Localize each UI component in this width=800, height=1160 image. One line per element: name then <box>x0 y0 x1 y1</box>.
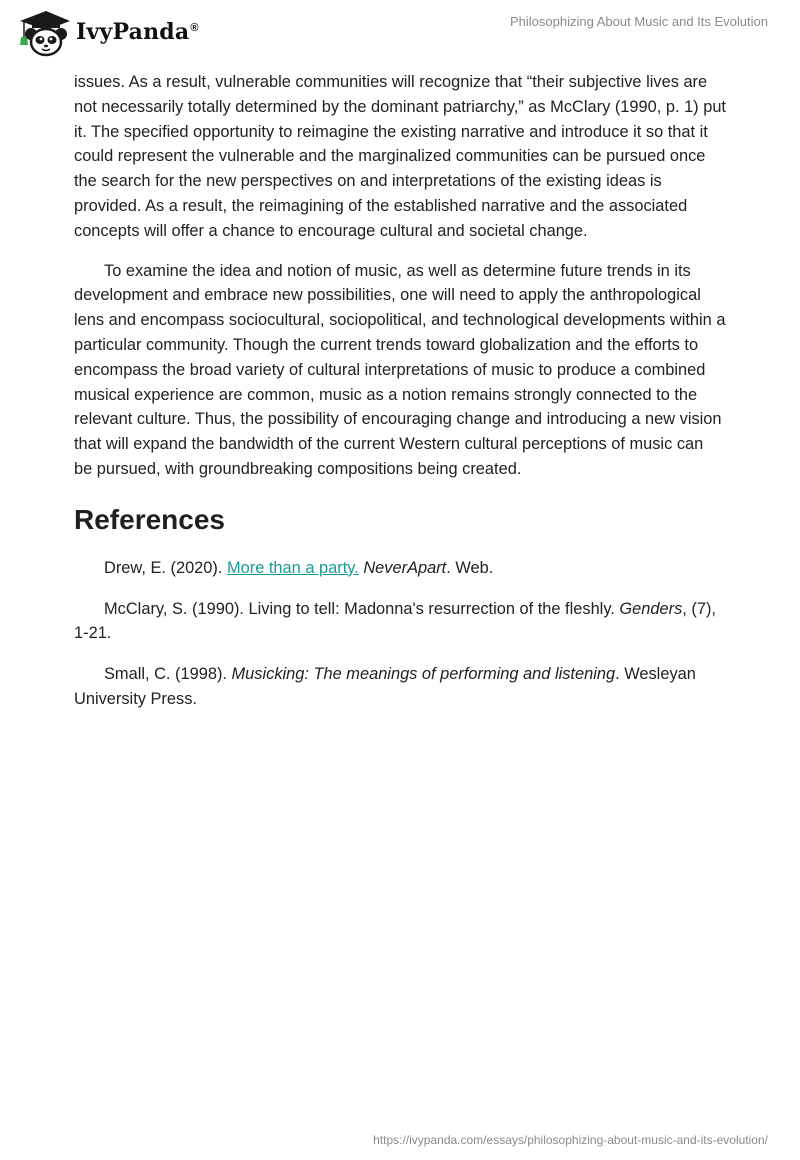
reference-text: . Wesleyan University Press. <box>74 665 696 708</box>
reference-entry <box>74 556 726 581</box>
reference-text: Drew, E. (2020). <box>104 558 227 577</box>
reference-entry <box>74 662 726 712</box>
source-url: https://ivypanda.com/essays/philosophizing-about-music-and-its-evolution/ <box>373 1133 768 1147</box>
reference-text: . Web. <box>446 558 494 577</box>
panda-graduate-icon <box>12 8 72 58</box>
reference-source: NeverApart <box>363 558 447 577</box>
references-heading: References <box>74 503 225 535</box>
reference-entry <box>74 597 726 647</box>
ivypanda-logo[interactable] <box>12 8 199 58</box>
essay-content <box>74 70 726 712</box>
reference-text: Small, C. (1998). <box>104 665 232 684</box>
reference-text: , (7), 1-21. <box>74 599 716 643</box>
reference-text: McClary, S. (1990). Living to tell: Madonna's resurrection of the fleshly. <box>104 599 620 618</box>
reference-link[interactable]: More than a party. <box>226 558 359 577</box>
page-header <box>0 0 800 66</box>
body-paragraph: issues. As a result, vulnerable communities will recognize that “their subjective lives are not necessarily totally determined by the dominant patriarchy,” as McClary (1990, p. 1) put it. The specified opportunity to reimagine the existing narrative and introduce it so that it could represent the vulnerable and the marginalized communities can be pursued once the search for the new perspectives on and interpretations of the existing ideas is provided. As a result, the reimagining of the established narrative and the associated concepts will offer a chance to encourage cultural and societal change. <box>74 73 726 240</box>
reference-source: Musicking: The meanings of performing and listening <box>231 665 616 684</box>
brand-name: IvyPanda® <box>76 19 199 45</box>
document-title: Philosophizing About Music and Its Evolution <box>510 14 768 29</box>
reference-source: Genders <box>619 599 683 618</box>
registered-mark: ® <box>190 21 199 34</box>
body-paragraph: To examine the idea and notion of music, as well as determine future trends in its development and embrace new possibilities, one will need to apply the anthropological lens and encompass sociocultural, sociopolitical, and technological developments within a particular community. Though the current trends toward globalization and the efforts to encompass the broad variety of cultural interpretations of music to produce a combined musical experience are common, music as a notion remains strongly connected to the relevant culture. Thus, the possibility of encouraging change and introducing a new vision that will expand the bandwidth of the current Western cultural perceptions of music can be pursued, with groundbreaking compositions being created. <box>74 261 726 478</box>
